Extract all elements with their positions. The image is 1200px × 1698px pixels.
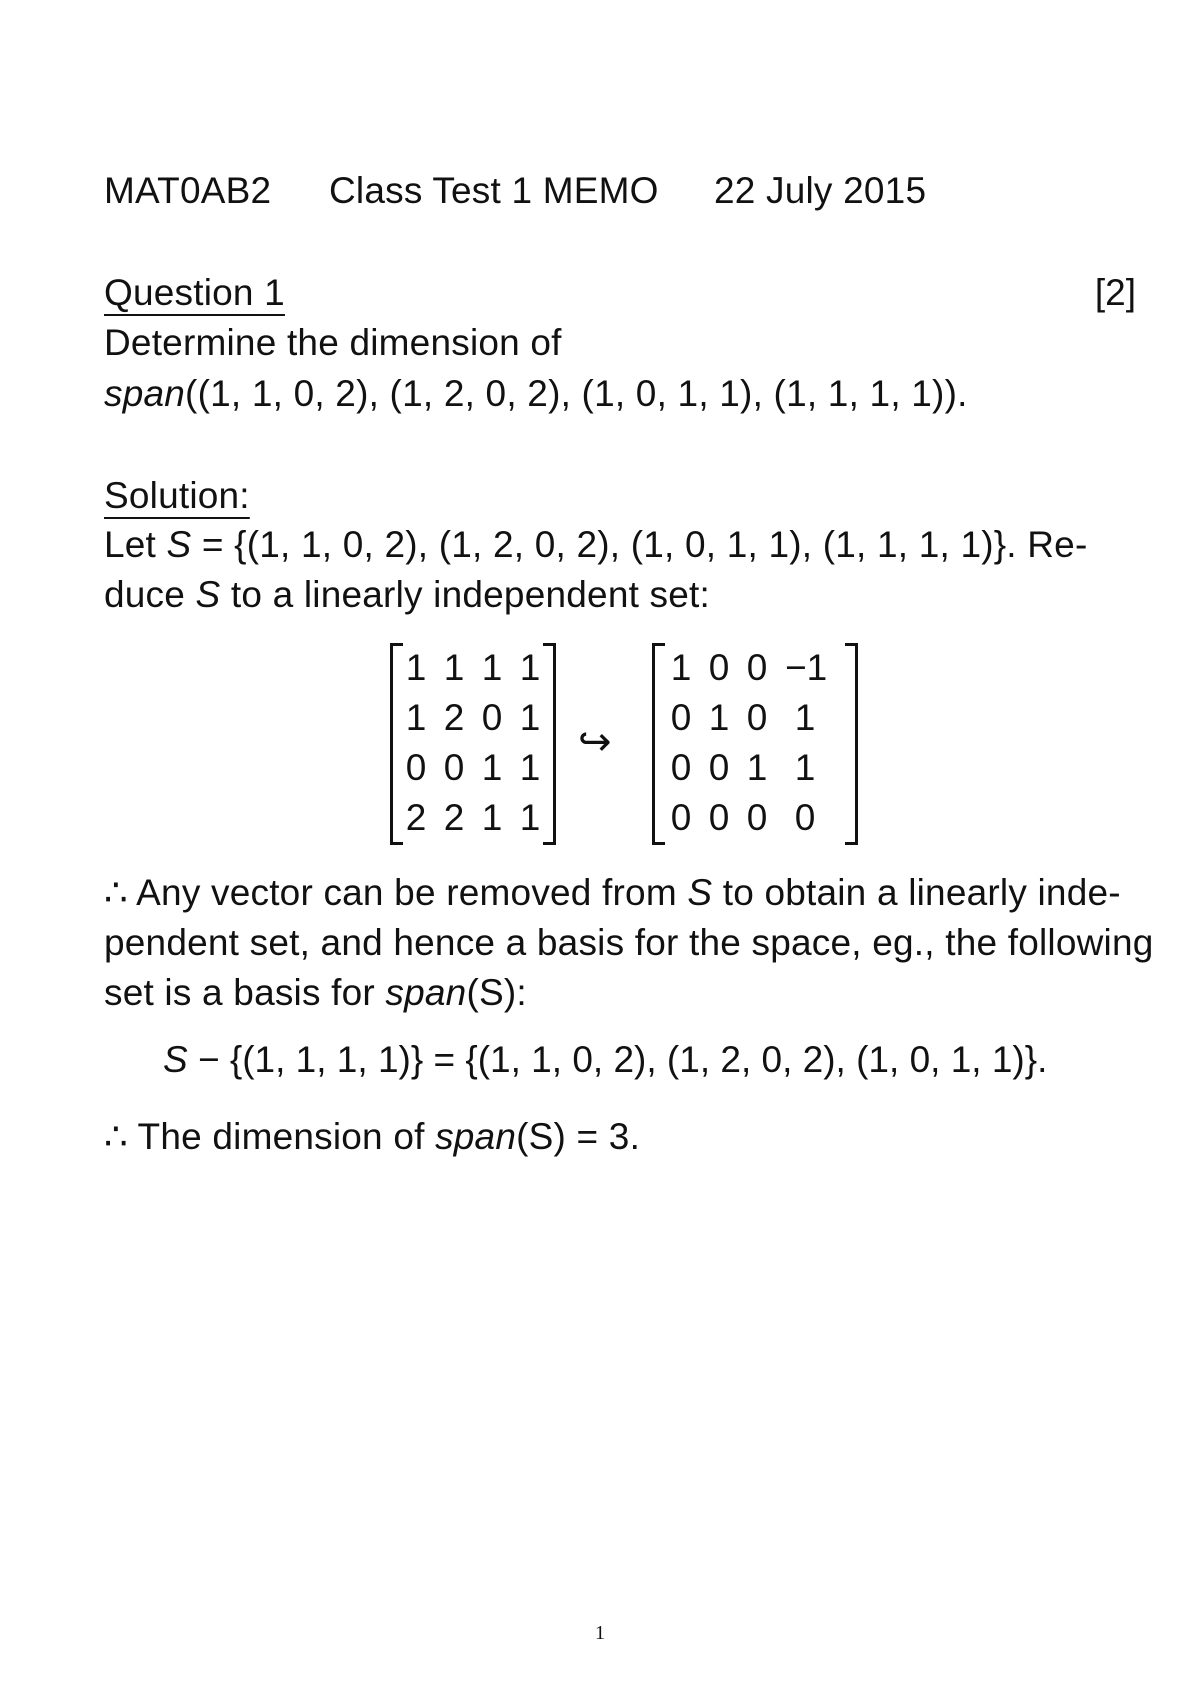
matrix-cell: 1: [519, 797, 541, 838]
matrix-cell: 0: [481, 697, 503, 738]
matrix-row: [393, 793, 553, 843]
span-word: span: [104, 373, 186, 414]
conclusion-line-3-start: set is a basis for: [104, 972, 386, 1013]
matrix-cell: 1: [670, 647, 692, 688]
solution-line-2-end: to a linearly independent set:: [220, 574, 710, 615]
matrix-cell: 1: [481, 797, 503, 838]
set-symbol: S: [195, 574, 221, 615]
matrix-cell: 0: [670, 697, 692, 738]
reduced-matrix: [652, 643, 858, 845]
conclusion-line-3: [104, 974, 527, 1011]
matrix-row: [655, 643, 855, 693]
matrix-cell: 0: [794, 797, 816, 838]
matrix-cell: 1: [519, 647, 541, 688]
final-conclusion-start: ∴ The dimension of: [104, 1116, 436, 1157]
solution-title: Solution:: [104, 475, 250, 516]
question-text: Determine the dimension of: [104, 322, 562, 363]
matrix-cell: 1: [794, 747, 816, 788]
basis-equation: [163, 1041, 1047, 1078]
set-symbol: S: [163, 1039, 188, 1080]
matrix-cell: 0: [670, 747, 692, 788]
matrix-cell: 2: [443, 797, 465, 838]
matrix-row: [393, 743, 553, 793]
conclusion-line-2: pendent set, and hence a basis for the space, eg., the following: [104, 922, 1154, 963]
span-arguments: ((1, 1, 0, 2), (1, 2, 0, 2), (1, 0, 1, 1), (1, 1, 1, 1)).: [185, 373, 968, 414]
conclusion-line-1-start: ∴ Any vector can be removed from: [104, 872, 688, 913]
matrix-cell: −1: [785, 647, 828, 688]
matrix-cell: 1: [519, 747, 541, 788]
matrix-cell: 1: [519, 697, 541, 738]
basis-equation-rest: − {(1, 1, 1, 1)} = {(1, 1, 0, 2), (1, 2, 0, 2), (1, 0, 1, 1)}.: [187, 1039, 1048, 1080]
matrix-cell: 1: [708, 697, 730, 738]
matrix-row: [655, 743, 855, 793]
final-conclusion-end: (S) = 3.: [516, 1116, 641, 1157]
question-title: Question 1: [104, 272, 285, 313]
matrix-cell: 1: [746, 747, 768, 788]
solution-line-2-start: duce: [104, 574, 196, 615]
matrix-cell: 0: [443, 747, 465, 788]
conclusion-line-3-end: (S):: [466, 972, 527, 1013]
matrix-cell: 0: [708, 647, 730, 688]
matrix-cell: 0: [670, 797, 692, 838]
matrix-cell: 0: [708, 747, 730, 788]
solution-line-1-end: = {(1, 1, 0, 2), (1, 2, 0, 2), (1, 0, 1, 1), (1, 1, 1, 1)}. Re-: [191, 524, 1088, 565]
question-span-expression: [104, 375, 968, 412]
set-symbol: S: [166, 524, 192, 565]
matrix-cell: 1: [794, 697, 816, 738]
matrix-row: [655, 693, 855, 743]
matrix-cell: 0: [746, 697, 768, 738]
matrix-cell: 0: [746, 647, 768, 688]
conclusion-line-1: [104, 874, 1121, 911]
original-matrix: [390, 643, 556, 845]
solution-line-2: [104, 576, 710, 613]
page-number: 1: [595, 1622, 605, 1644]
span-word: span: [385, 972, 467, 1013]
solution-line-1-start: Let: [104, 524, 167, 565]
final-conclusion: [104, 1118, 640, 1155]
matrix-row: [393, 693, 553, 743]
matrix-cell: 1: [481, 647, 503, 688]
matrix-cell: 1: [481, 747, 503, 788]
solution-line-1: [104, 526, 1087, 563]
set-symbol: S: [687, 872, 713, 913]
matrix-cell: 2: [405, 797, 427, 838]
document-header: [104, 172, 926, 209]
reduction-arrow-icon: ↪: [578, 720, 612, 764]
test-date: 22 July 2015: [714, 170, 927, 211]
question-marks: [2]: [1094, 272, 1136, 313]
matrix-cell: 1: [405, 697, 427, 738]
span-word: span: [435, 1116, 517, 1157]
test-title: Class Test 1 MEMO: [329, 170, 659, 211]
course-code: MAT0AB2: [104, 170, 272, 211]
matrix-cell: 0: [708, 797, 730, 838]
matrix-cell: 0: [405, 747, 427, 788]
matrix-cell: 1: [443, 647, 465, 688]
matrix-cell: 0: [746, 797, 768, 838]
conclusion-line-1-end: to obtain a linearly inde-: [712, 872, 1121, 913]
matrix-row: [655, 793, 855, 843]
matrix-cell: 1: [405, 647, 427, 688]
matrix-cell: 2: [443, 697, 465, 738]
matrix-row: [393, 643, 553, 693]
